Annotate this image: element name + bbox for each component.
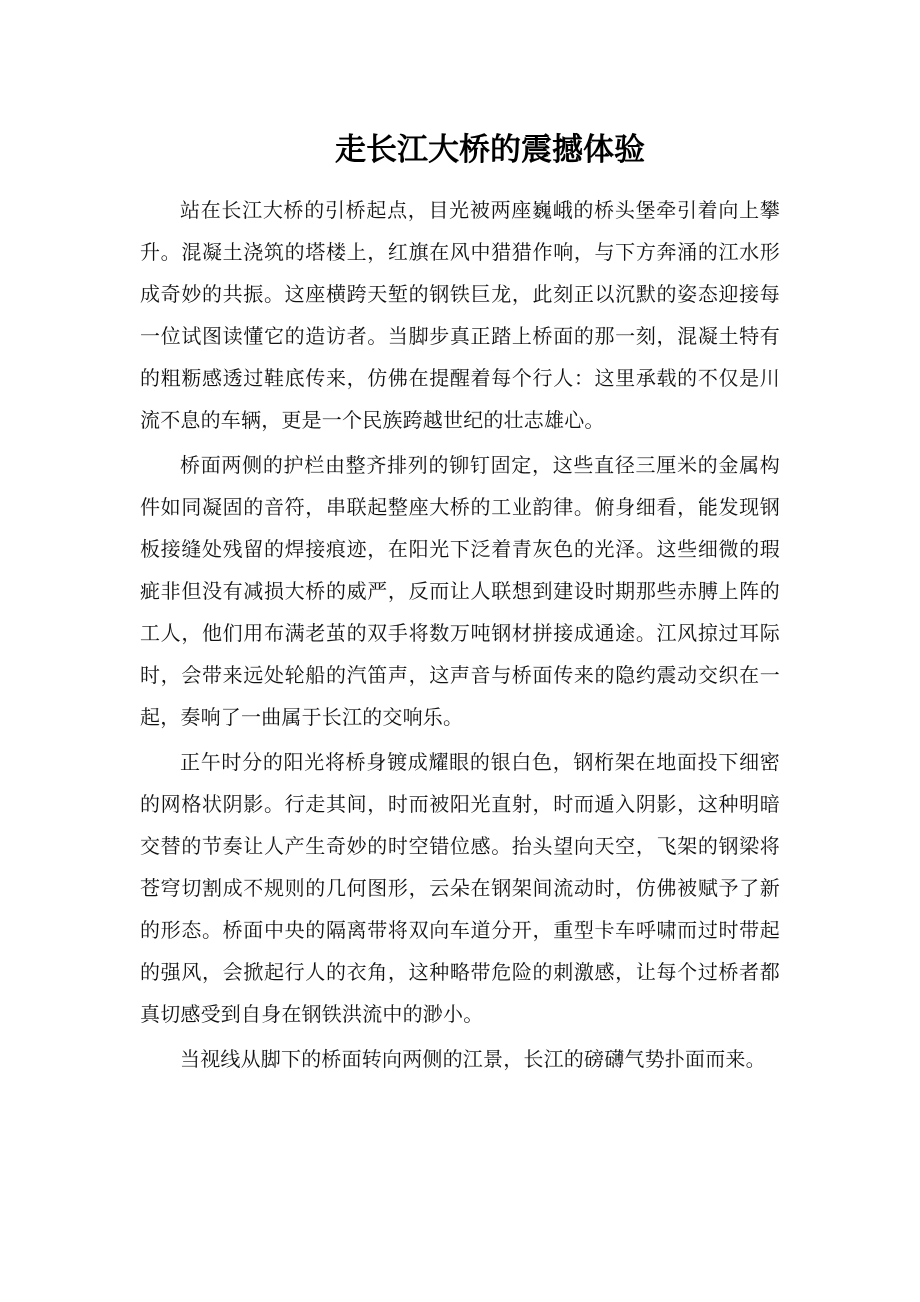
document-body xyxy=(140,189,780,1080)
paragraph: 桥面两侧的护栏由整齐排列的铆钉固定，这些直径三厘米的金属构件如同凝固的音符，串联起整座大桥的工业韵律。俯身细看，能发现钢板接缝处残留的焊接痕迹，在阳光下泛着青灰色的光泽。这些细微的瑕疵非但没有减损大桥的威严，反而让人联想到建设时期那些赤膊上阵的工人，他们用布满老茧的双手将数万吨钢材拼接成通途。江风掠过耳际时，会带来远处轮船的汽笛声，这声音与桥面传来的隐约震动交织在一起，奏响了一曲属于长江的交响乐。 xyxy=(140,453,780,729)
document-title: 走长江大桥的震撼体验 xyxy=(335,132,645,168)
paragraph: 站在长江大桥的引桥起点，目光被两座巍峨的桥头堡牵引着向上攀升。混凝土浇筑的塔楼上，红旗在风中猎猎作响，与下方奔涌的江水形成奇妙的共振。这座横跨天堑的钢铁巨龙，此刻正以沉默的姿态迎接每一位试图读懂它的造访者。当脚步真正踏上桥面的那一刻，混凝土特有的粗粝感透过鞋底传来，仿佛在提醒着每个行人：这里承载的不仅是川流不息的车辆，更是一个民族跨越世纪的壮志雄心。 xyxy=(140,198,780,432)
paragraph: 正午时分的阳光将桥身镀成耀眼的银白色，钢桁架在地面投下细密的网格状阴影。行走其间，时而被阳光直射，时而遁入阴影，这种明暗交替的节奏让人产生奇妙的时空错位感。抬头望向天空，飞架的钢梁将苍穹切割成不规则的几何图形，云朵在钢架间流动时，仿佛被赋予了新的形态。桥面中央的隔离带将双向车道分开，重型卡车呼啸而过时带起的强风，会掀起行人的衣角，这种略带危险的刺激感，让每个过桥者都真切感受到自身在钢铁洪流中的渺小。 xyxy=(140,750,780,1026)
paragraph: 当视线从脚下的桥面转向两侧的江景，长江的磅礴气势扑面而来。 xyxy=(180,1047,766,1071)
